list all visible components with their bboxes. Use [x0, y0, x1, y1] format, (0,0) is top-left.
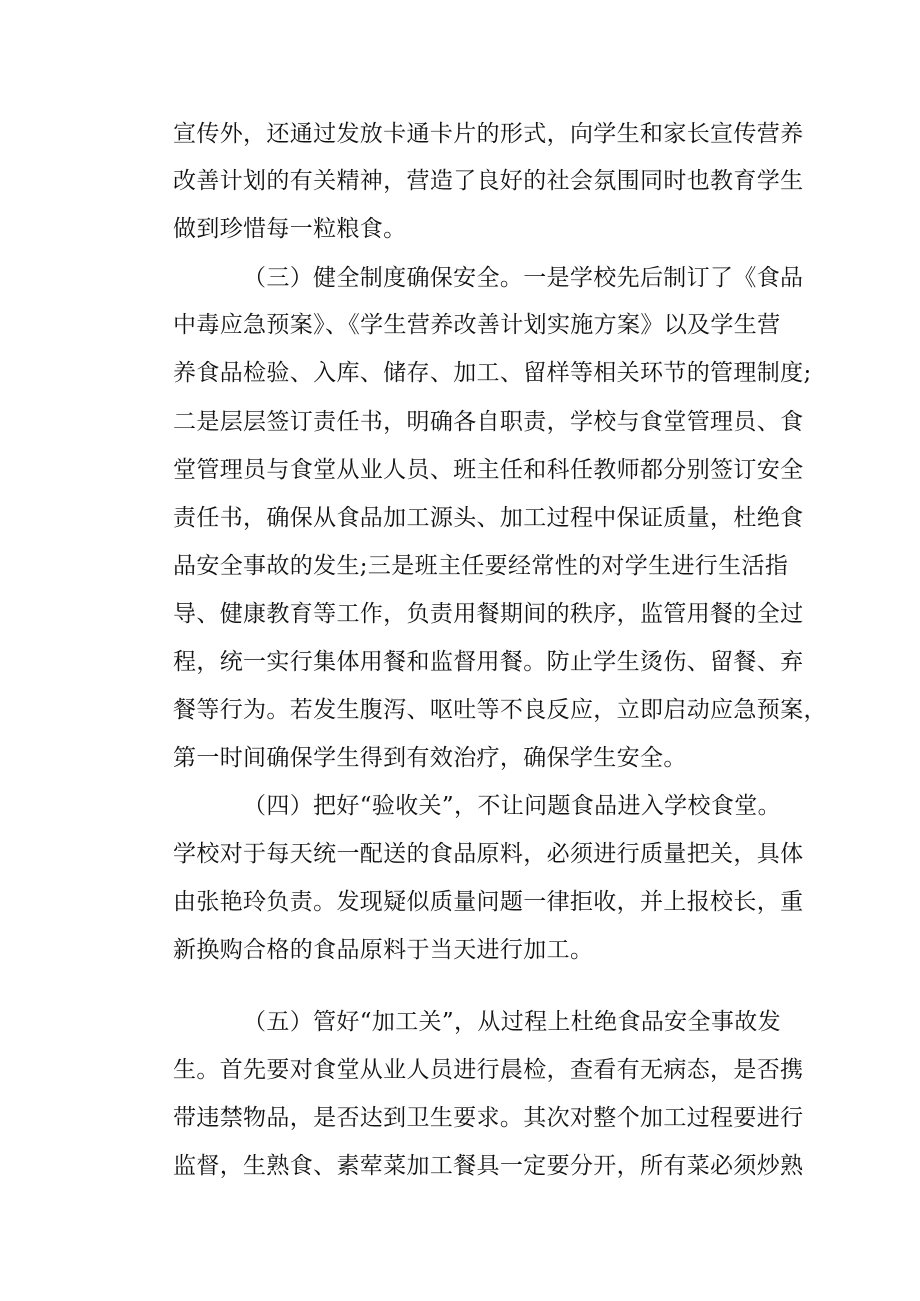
text-line: 做到珍惜每一粒粮食。 — [173, 216, 407, 242]
text-line: 餐等行为。若发生腹泻、呕吐等不良反应，立即启动应急预案， — [173, 697, 827, 723]
text-line: 新换购合格的食品原料于当天进行加工。 — [173, 937, 594, 963]
text-line: 养食品检验、入库、储存、加工、留样等相关环节的管理制度; — [173, 360, 812, 386]
paragraph-heading-4: （四）把好“验收关”，不让问题食品进入学校食堂。 — [243, 793, 781, 819]
text-line: 二是层层签订责任书，明确各自职责，学校与食堂管理员、食 — [173, 409, 804, 435]
text-line: 带违禁物品，是否达到卫生要求。其次对整个加工过程要进行 — [173, 1105, 804, 1131]
text-line: 程，统一实行集体用餐和监督用餐。防止学生烫伤、留餐、弃 — [173, 649, 804, 675]
text-line: 宣传外，还通过发放卡通卡片的形式，向学生和家长宣传营养 — [173, 121, 804, 147]
text-line: 生。首先要对食堂从业人员进行晨检，查看有无病态，是否携 — [173, 1057, 804, 1083]
text-line: 学校对于每天统一配送的食品原料，必须进行质量把关，具体 — [173, 841, 804, 867]
text-line: 改善计划的有关精神，营造了良好的社会氛围同时也教育学生 — [173, 168, 804, 194]
text-line: 品安全事故的发生;三是班主任要经常性的对学生进行生活指 — [173, 553, 789, 579]
text-line: 中毒应急预案》、《学生营养改善计划实施方案》以及学生营 — [173, 312, 781, 338]
text-line: 由张艳玲负责。发现疑似质量问题一律拒收，并上报校长，重 — [173, 889, 804, 915]
text-line: 监督，生熟食、素荤菜加工餐具一定要分开，所有菜必须炒熟 — [173, 1153, 804, 1179]
text-line: 堂管理员与食堂从业人员、班主任和科任教师都分别签订安全 — [173, 457, 804, 483]
text-line: 责任书，确保从食品加工源头、加工过程中保证质量，杜绝食 — [173, 505, 804, 531]
text-line: 第一时间确保学生得到有效治疗，确保学生安全。 — [173, 745, 687, 771]
text-line: 导、健康教育等工作，负责用餐期间的秩序，监管用餐的全过 — [173, 601, 804, 627]
paragraph-heading-3: （三）健全制度确保安全。一是学校先后制订了《食品 — [243, 265, 804, 291]
paragraph-heading-5: （五）管好“加工关”，从过程上杜绝食品安全事故发 — [243, 1009, 781, 1035]
